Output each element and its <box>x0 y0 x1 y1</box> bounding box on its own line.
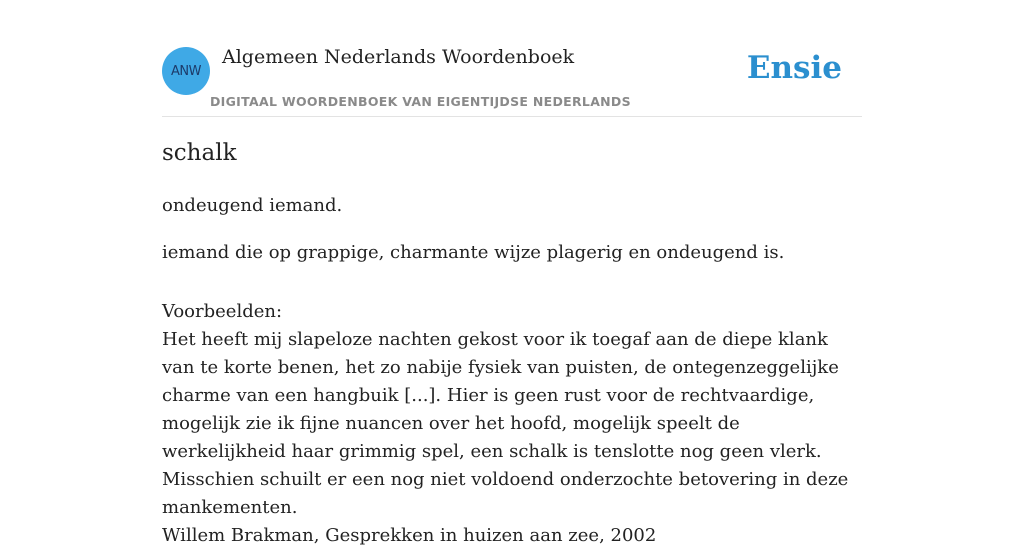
site-title[interactable]: Algemeen Nederlands Woordenboek <box>222 46 575 68</box>
anw-logo-text: ANW <box>171 63 201 79</box>
headword: schalk <box>162 140 237 166</box>
ensie-brand-logo[interactable]: Ensie <box>746 50 842 86</box>
example-source: Willem Brakman, Gesprekken in huizen aan zee, 2002 <box>162 525 657 546</box>
site-header <box>162 0 862 117</box>
site-subtitle: DIGITAAL WOORDENBOEK VAN EIGENTIJDSE NEDERLANDS <box>210 94 631 109</box>
anw-logo[interactable] <box>162 47 210 95</box>
examples-section <box>162 298 862 550</box>
long-definition: iemand die op grappige, charmante wijze plagerig en ondeugend is. <box>162 242 785 263</box>
examples-label: Voorbeelden: <box>162 301 283 322</box>
example-quote: Het heeft mij slapeloze nachten gekost voor ik toegaf aan de diepe klank van te korte benen, het zo nabije fysiek van puisten, de ontegenzeggelijke charme van een hangbuik [...]. Hier is geen rust voor de rechtvaardige, mogelijk zie ik fijne nuancen over het hoofd, mogelijk speelt de werkelijkheid haar grimmig spel, een schalk is tenslotte nog geen vlerk. Misschien schuilt er een nog niet voldoend onderzochte betovering in deze mankementen. <box>162 329 849 518</box>
short-definition: ondeugend iemand. <box>162 195 343 216</box>
page-container <box>162 0 862 546</box>
